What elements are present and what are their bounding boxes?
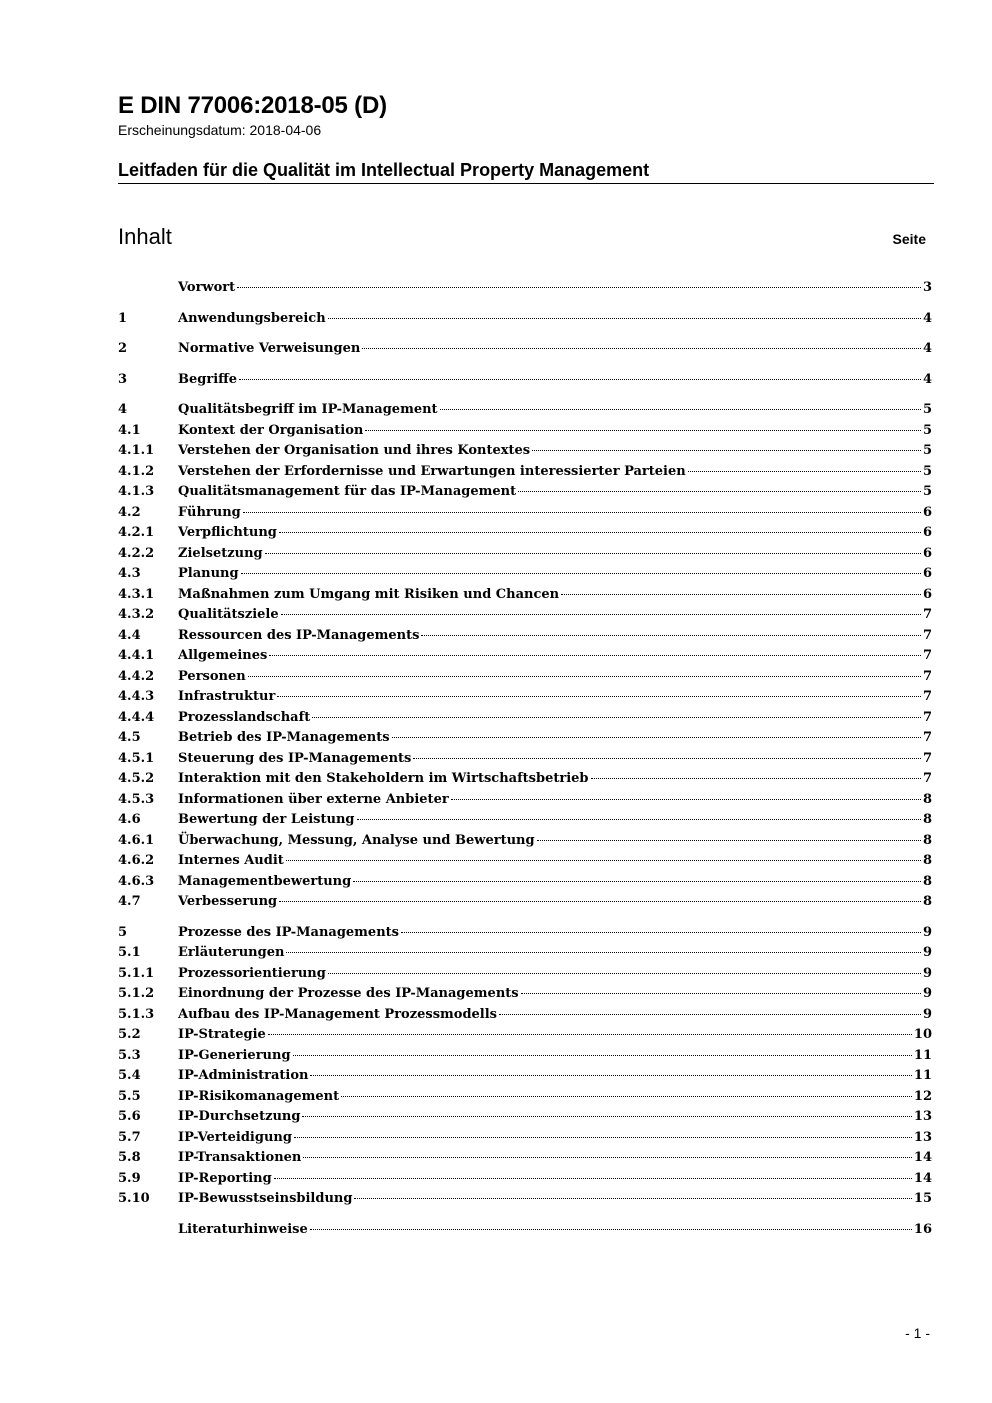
toc-entry[interactable] bbox=[118, 341, 932, 362]
toc-entry[interactable] bbox=[118, 402, 932, 423]
toc-entry-label: Qualitätsziele bbox=[178, 607, 279, 622]
toc-entry[interactable] bbox=[118, 812, 932, 833]
toc-entry[interactable] bbox=[118, 894, 932, 915]
toc-entry-label: Personen bbox=[178, 668, 246, 684]
table-of-contents bbox=[118, 280, 932, 1242]
toc-entry-number: 4.5.1 bbox=[118, 750, 155, 766]
toc-entry-page: 12 bbox=[913, 1088, 932, 1104]
toc-dot-leader bbox=[248, 676, 921, 677]
toc-entry-label: Kontext der Organisation bbox=[178, 422, 364, 438]
toc-entry-label: Aufbau des IP-Management Prozessmodells bbox=[178, 1006, 497, 1022]
toc-entry-page: 13 bbox=[913, 1109, 932, 1124]
toc-entry-label: Bewertung der Leistung bbox=[178, 812, 355, 827]
toc-entry-page: 9 bbox=[922, 924, 932, 940]
toc-entry[interactable] bbox=[118, 1191, 932, 1212]
toc-dot-leader bbox=[302, 1116, 911, 1117]
toc-entry[interactable] bbox=[118, 833, 932, 854]
toc-entry-label: Überwachung, Messung, Analyse und Bewertung bbox=[178, 832, 535, 848]
toc-entry-number: 5.6 bbox=[118, 1109, 141, 1124]
toc-entry-page: 9 bbox=[922, 945, 932, 960]
toc-entry-number: 5.10 bbox=[118, 1191, 150, 1206]
toc-entry[interactable] bbox=[118, 669, 932, 690]
toc-entry-number: 4.4.4 bbox=[118, 709, 155, 725]
toc-entry-page: 4 bbox=[922, 371, 932, 387]
toc-entry-label: IP-Strategie bbox=[178, 1027, 266, 1042]
toc-entry-label: Verstehen der Organisation und ihres Kontextes bbox=[178, 443, 531, 458]
toc-entry[interactable] bbox=[118, 1150, 932, 1171]
toc-entry-number: 5.1.3 bbox=[118, 1006, 155, 1022]
toc-entry-label: Betrieb des IP-Managements bbox=[178, 730, 390, 745]
toc-entry-label: Maßnahmen zum Umgang mit Risiken und Chancen bbox=[178, 586, 560, 602]
toc-entry-label: IP-Transaktionen bbox=[178, 1150, 302, 1165]
toc-entry-number: 4.4 bbox=[118, 627, 141, 643]
toc-entry-label: Infrastruktur bbox=[178, 689, 276, 704]
toc-dot-leader bbox=[239, 379, 921, 380]
toc-dot-leader bbox=[341, 1096, 912, 1097]
toc-entry[interactable] bbox=[118, 372, 932, 393]
toc-dot-leader bbox=[518, 491, 921, 492]
toc-dot-leader bbox=[521, 993, 921, 994]
toc-entry-label: Vorwort bbox=[178, 280, 236, 295]
page-number: - 1 - bbox=[905, 1325, 930, 1341]
toc-entry-page: 6 bbox=[922, 525, 932, 540]
toc-dot-leader bbox=[294, 1137, 912, 1138]
toc-entry-number: 2 bbox=[118, 341, 128, 356]
toc-entry-number: 4.6.2 bbox=[118, 853, 155, 868]
toc-entry-label: Verbesserung bbox=[178, 894, 278, 909]
toc-dot-leader bbox=[413, 758, 921, 759]
toc-dot-leader bbox=[268, 1034, 912, 1035]
toc-entry-number: 4.1 bbox=[118, 422, 141, 438]
toc-dot-leader bbox=[265, 553, 921, 554]
toc-entry[interactable] bbox=[118, 1027, 932, 1048]
toc-entry-page: 13 bbox=[913, 1129, 932, 1145]
toc-entry-number: 5.1.2 bbox=[118, 986, 155, 1001]
toc-entry-page: 15 bbox=[913, 1191, 932, 1206]
document-id: E DIN 77006:2018-05 (D) bbox=[118, 92, 387, 119]
toc-dot-leader bbox=[328, 973, 921, 974]
toc-entry[interactable] bbox=[118, 648, 932, 669]
toc-entry-number: 4.3.1 bbox=[118, 586, 155, 602]
toc-entry-page: 5 bbox=[922, 422, 932, 438]
toc-entry-number: 4.6 bbox=[118, 812, 141, 827]
toc-entry-label: Prozessorientierung bbox=[178, 965, 326, 981]
toc-entry-number: 4.1.1 bbox=[118, 443, 155, 458]
toc-entry-label: Anwendungsbereich bbox=[178, 310, 326, 326]
toc-title: Inhalt bbox=[118, 224, 172, 249]
toc-entry-page: 8 bbox=[922, 894, 932, 909]
toc-dot-leader bbox=[312, 717, 921, 718]
toc-entry-label: Verpflichtung bbox=[178, 525, 277, 540]
toc-entry-label: Internes Audit bbox=[178, 853, 284, 868]
toc-dot-leader bbox=[237, 287, 921, 288]
toc-entry-number: 4.5 bbox=[118, 730, 141, 745]
toc-dot-leader bbox=[357, 819, 921, 820]
toc-entry-number: 3 bbox=[118, 371, 128, 387]
toc-entry-number: 1 bbox=[118, 310, 128, 326]
toc-entry[interactable] bbox=[118, 874, 932, 895]
toc-entry[interactable] bbox=[118, 771, 932, 792]
toc-entry[interactable] bbox=[118, 443, 932, 464]
toc-entry[interactable] bbox=[118, 1222, 932, 1243]
toc-entry[interactable] bbox=[118, 1068, 932, 1089]
toc-entry[interactable] bbox=[118, 945, 932, 966]
toc-entry-label: Prozesse des IP-Managements bbox=[178, 924, 399, 940]
toc-dot-leader bbox=[277, 696, 921, 697]
toc-entry[interactable] bbox=[118, 587, 932, 608]
toc-entry[interactable] bbox=[118, 1130, 932, 1151]
toc-entry-number: 5.3 bbox=[118, 1047, 141, 1063]
toc-entry-number: 4.4.1 bbox=[118, 648, 155, 663]
toc-entry-page: 8 bbox=[922, 853, 932, 868]
toc-entry-number: 4.6.3 bbox=[118, 873, 155, 889]
toc-entry[interactable] bbox=[118, 751, 932, 772]
toc-entry-page: 9 bbox=[922, 965, 932, 981]
toc-dot-leader bbox=[688, 471, 921, 472]
toc-entry-label: Qualitätsbegriff im IP-Management bbox=[178, 402, 438, 417]
toc-entry-label: IP-Durchsetzung bbox=[178, 1109, 301, 1124]
toc-entry-page: 5 bbox=[922, 463, 932, 479]
toc-entry-label: Managementbewertung bbox=[178, 873, 352, 889]
toc-dot-leader bbox=[421, 635, 921, 636]
toc-entry-number: 4.2.2 bbox=[118, 545, 155, 561]
toc-entry[interactable] bbox=[118, 505, 932, 526]
toc-entry-number: 4.6.1 bbox=[118, 832, 155, 848]
toc-entry-page: 14 bbox=[913, 1170, 932, 1186]
publication-date: Erscheinungsdatum: 2018-04-06 bbox=[118, 122, 322, 138]
toc-entry[interactable] bbox=[118, 525, 932, 546]
toc-entry-page: 8 bbox=[922, 791, 932, 807]
toc-dot-leader bbox=[286, 952, 921, 953]
toc-entry-number: 4.4.2 bbox=[118, 668, 155, 684]
toc-entry[interactable] bbox=[118, 1007, 932, 1028]
toc-entry-page: 11 bbox=[913, 1068, 932, 1083]
toc-entry-page: 16 bbox=[913, 1221, 932, 1237]
toc-entry[interactable] bbox=[118, 423, 932, 444]
toc-entry[interactable] bbox=[118, 710, 932, 731]
toc-entry-number: 5.8 bbox=[118, 1150, 141, 1165]
toc-entry-page: 10 bbox=[913, 1027, 932, 1042]
toc-entry[interactable] bbox=[118, 607, 932, 628]
toc-entry-number: 5.1.1 bbox=[118, 965, 155, 981]
toc-dot-leader bbox=[310, 1075, 911, 1076]
toc-entry[interactable] bbox=[118, 966, 932, 987]
toc-entry-label: Planung bbox=[178, 566, 239, 581]
toc-entry-number: 4.1.3 bbox=[118, 484, 155, 499]
toc-entry-page: 7 bbox=[922, 668, 932, 684]
toc-dot-leader bbox=[440, 409, 921, 410]
toc-entry-number: 5.1 bbox=[118, 945, 141, 960]
toc-entry[interactable] bbox=[118, 311, 932, 332]
toc-entry-page: 4 bbox=[922, 341, 932, 356]
toc-dot-leader bbox=[401, 932, 921, 933]
toc-entry-label: Prozesslandschaft bbox=[178, 709, 311, 725]
toc-entry-label: IP-Risikomanagement bbox=[178, 1088, 340, 1104]
toc-entry-page: 5 bbox=[922, 402, 932, 417]
toc-dot-leader bbox=[591, 778, 921, 779]
toc-entry-page: 6 bbox=[922, 545, 932, 561]
toc-entry[interactable] bbox=[118, 792, 932, 813]
toc-entry-number: 4 bbox=[118, 402, 128, 417]
toc-entry-page: 7 bbox=[922, 730, 932, 745]
toc-dot-leader bbox=[279, 901, 921, 902]
toc-entry-page: 9 bbox=[922, 986, 932, 1001]
toc-entry-label: Erläuterungen bbox=[178, 945, 285, 960]
document-header bbox=[118, 92, 934, 138]
toc-entry-number: 5 bbox=[118, 924, 128, 940]
toc-entry[interactable] bbox=[118, 986, 932, 1007]
toc-entry-number: 5.2 bbox=[118, 1027, 141, 1042]
toc-entry-page: 8 bbox=[922, 812, 932, 827]
toc-dot-leader bbox=[532, 450, 921, 451]
toc-entry-label: IP-Administration bbox=[178, 1068, 309, 1083]
toc-entry-label: Steuerung des IP-Managements bbox=[178, 750, 412, 766]
toc-entry-number: 4.7 bbox=[118, 894, 141, 909]
toc-dot-leader bbox=[353, 881, 921, 882]
toc-entry-page: 8 bbox=[922, 873, 932, 889]
toc-dot-leader bbox=[293, 1055, 912, 1056]
toc-entry-label: IP-Generierung bbox=[178, 1047, 291, 1063]
toc-entry-page: 5 bbox=[922, 443, 932, 458]
toc-entry-page: 14 bbox=[913, 1150, 932, 1165]
toc-entry[interactable] bbox=[118, 464, 932, 485]
toc-entry-page: 11 bbox=[913, 1047, 932, 1063]
toc-entry-page: 6 bbox=[922, 586, 932, 602]
toc-entry[interactable] bbox=[118, 566, 932, 587]
toc-entry-page: 7 bbox=[922, 689, 932, 704]
toc-entry-number: 4.4.3 bbox=[118, 689, 155, 704]
toc-dot-leader bbox=[269, 655, 921, 656]
toc-entry-number: 5.9 bbox=[118, 1170, 141, 1186]
toc-heading-row bbox=[118, 224, 926, 250]
toc-entry-label: Zielsetzung bbox=[178, 545, 263, 561]
toc-dot-leader bbox=[274, 1178, 912, 1179]
toc-entry-number: 4.2.1 bbox=[118, 525, 155, 540]
toc-entry-number: 4.3 bbox=[118, 566, 141, 581]
toc-entry-page: 3 bbox=[922, 280, 932, 295]
toc-entry[interactable] bbox=[118, 1109, 932, 1130]
toc-entry-page: 7 bbox=[922, 648, 932, 663]
toc-dot-leader bbox=[303, 1157, 912, 1158]
toc-dot-leader bbox=[279, 532, 921, 533]
toc-entry[interactable] bbox=[118, 546, 932, 567]
toc-dot-leader bbox=[241, 573, 921, 574]
toc-entry-page: 7 bbox=[922, 627, 932, 643]
toc-entry-page: 5 bbox=[922, 484, 932, 499]
toc-dot-leader bbox=[310, 1229, 912, 1230]
toc-entry-page: 7 bbox=[922, 607, 932, 622]
toc-entry-page: 7 bbox=[922, 709, 932, 725]
toc-entry-label: IP-Verteidigung bbox=[178, 1129, 292, 1145]
toc-dot-leader bbox=[365, 430, 921, 431]
toc-dot-leader bbox=[243, 512, 921, 513]
toc-dot-leader bbox=[281, 614, 921, 615]
toc-dot-leader bbox=[354, 1198, 911, 1199]
toc-dot-leader bbox=[561, 594, 921, 595]
toc-entry[interactable] bbox=[118, 925, 932, 946]
toc-entry-label: Ressourcen des IP-Managements bbox=[178, 627, 420, 643]
toc-entry[interactable] bbox=[118, 1048, 932, 1069]
toc-entry-number: 4.3.2 bbox=[118, 607, 155, 622]
toc-entry-label: Qualitätsmanagement für das IP-Management bbox=[178, 484, 517, 499]
toc-entry-number: 4.2 bbox=[118, 504, 141, 520]
toc-entry-number: 4.1.2 bbox=[118, 463, 155, 479]
document-title: Leitfaden für die Qualität im Intellectual Property Management bbox=[118, 159, 934, 184]
toc-entry[interactable] bbox=[118, 689, 932, 710]
toc-dot-leader bbox=[392, 737, 921, 738]
toc-entry[interactable] bbox=[118, 628, 932, 649]
toc-entry[interactable] bbox=[118, 730, 932, 751]
toc-entry-label: Begriffe bbox=[178, 371, 238, 387]
toc-entry-number: 4.5.3 bbox=[118, 791, 155, 807]
toc-entry-page: 6 bbox=[922, 566, 932, 581]
toc-entry-label: IP-Reporting bbox=[178, 1170, 272, 1186]
toc-entry-label: Literaturhinweise bbox=[178, 1221, 308, 1237]
toc-entry-number: 4.5.2 bbox=[118, 771, 155, 786]
toc-entry-page: 8 bbox=[922, 832, 932, 848]
toc-entry-number: 5.7 bbox=[118, 1129, 141, 1145]
toc-entry-label: Informationen über externe Anbieter bbox=[178, 791, 449, 807]
toc-dot-leader bbox=[499, 1014, 921, 1015]
toc-entry-label: IP-Bewusstseinsbildung bbox=[178, 1191, 353, 1206]
toc-dot-leader bbox=[451, 799, 921, 800]
toc-entry-page: 9 bbox=[922, 1006, 932, 1022]
toc-entry-label: Allgemeines bbox=[178, 648, 268, 663]
toc-dot-leader bbox=[537, 840, 921, 841]
toc-entry-number: 5.4 bbox=[118, 1068, 141, 1083]
toc-entry[interactable] bbox=[118, 484, 932, 505]
toc-entry[interactable] bbox=[118, 280, 932, 301]
toc-entry[interactable] bbox=[118, 853, 932, 874]
toc-entry-number: 5.5 bbox=[118, 1088, 141, 1104]
toc-dot-leader bbox=[328, 318, 921, 319]
toc-entry-label: Führung bbox=[178, 504, 241, 520]
toc-page-column-label: Seite bbox=[892, 231, 926, 247]
toc-entry-page: 7 bbox=[922, 771, 932, 786]
toc-entry-label: Normative Verweisungen bbox=[178, 341, 361, 356]
toc-entry[interactable] bbox=[118, 1089, 932, 1110]
toc-entry-label: Interaktion mit den Stakeholdern im Wirtschaftsbetrieb bbox=[178, 771, 589, 786]
toc-dot-leader bbox=[362, 348, 921, 349]
toc-entry-label: Verstehen der Erfordernisse und Erwartungen interessierter Parteien bbox=[178, 463, 686, 479]
toc-entry-page: 4 bbox=[922, 310, 932, 326]
toc-entry-page: 7 bbox=[922, 750, 932, 766]
toc-dot-leader bbox=[286, 860, 921, 861]
toc-entry[interactable] bbox=[118, 1171, 932, 1192]
toc-entry-page: 6 bbox=[922, 504, 932, 520]
toc-entry-label: Einordnung der Prozesse des IP-Managements bbox=[178, 986, 519, 1001]
